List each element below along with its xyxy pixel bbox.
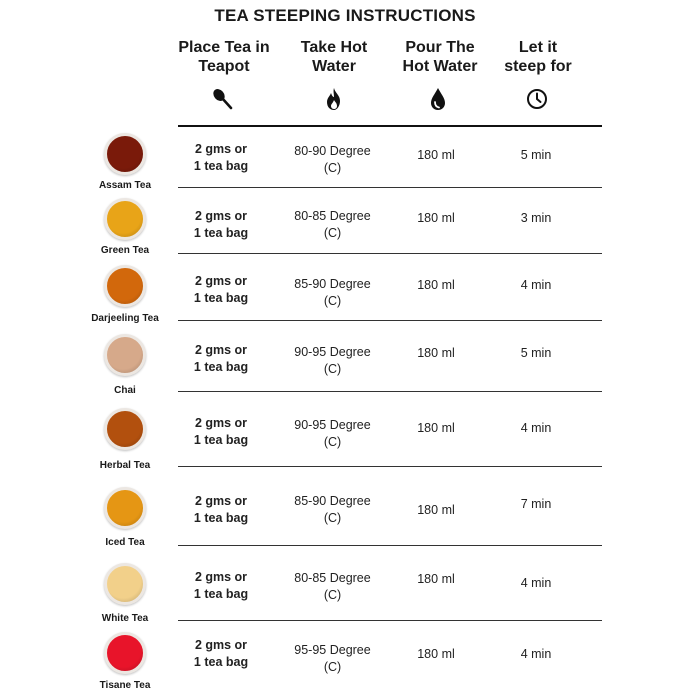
steep-time: 7 min	[520, 497, 552, 511]
tea-cup-icon	[104, 563, 146, 605]
water-temperature: 80-85 Degree (C)	[294, 209, 371, 240]
water-temperature: 95-95 Degree (C)	[294, 643, 371, 674]
page-title: TEA STEEPING INSTRUCTIONS	[214, 6, 476, 25]
tea-amount: 2 gms or 1 tea bag	[193, 274, 249, 305]
steep-time: 4 min	[520, 647, 552, 661]
tea-amount: 2 gms or 1 tea bag	[193, 416, 249, 447]
tea-name: Darjeeling Tea	[91, 313, 159, 324]
water-temperature: 85-90 Degree (C)	[294, 494, 371, 525]
tea-cup-icon	[104, 198, 146, 240]
clock-icon	[524, 86, 550, 112]
tea-cup-icon	[104, 408, 146, 450]
water-volume: 180 ml	[417, 148, 455, 162]
tea-cup-icon	[104, 632, 146, 674]
tea-name: Assam Tea	[98, 180, 152, 191]
water-temperature: 80-85 Degree (C)	[294, 571, 371, 602]
header-line: Hot Water	[402, 58, 478, 75]
header-line: Teapot	[198, 58, 250, 75]
tea-amount: 2 gms or 1 tea bag	[193, 343, 249, 374]
tea-amount: 2 gms or 1 tea bag	[193, 142, 249, 173]
header-line: Take Hot	[300, 39, 368, 56]
steep-time: 5 min	[520, 148, 552, 162]
header-line: Place Tea in	[178, 39, 270, 56]
row-divider	[178, 545, 602, 546]
water-volume: 180 ml	[417, 421, 455, 435]
steep-time: 5 min	[520, 346, 552, 360]
fire-icon	[321, 86, 347, 112]
tea-name: Green Tea	[100, 245, 150, 256]
steep-time: 3 min	[520, 211, 552, 225]
water-temperature: 85-90 Degree (C)	[294, 277, 371, 308]
tea-cup-icon	[104, 334, 146, 376]
water-volume: 180 ml	[417, 572, 455, 586]
tea-amount: 2 gms or 1 tea bag	[193, 209, 249, 240]
steep-time: 4 min	[520, 278, 552, 292]
water-volume: 180 ml	[417, 211, 455, 225]
table-header-rule	[178, 125, 602, 127]
steep-time: 4 min	[520, 421, 552, 435]
water-volume: 180 ml	[417, 503, 455, 517]
water-volume: 180 ml	[417, 346, 455, 360]
water-drop-icon	[425, 86, 451, 112]
row-divider	[178, 187, 602, 188]
tea-name: Chai	[114, 385, 136, 396]
steep-time: 4 min	[520, 576, 552, 590]
row-divider	[178, 466, 602, 467]
tea-amount: 2 gms or 1 tea bag	[193, 570, 249, 601]
header-line: steep for	[504, 58, 572, 75]
spoon-icon	[210, 86, 236, 112]
tea-cup-icon	[104, 265, 146, 307]
row-divider	[178, 391, 602, 392]
tea-cup-icon	[104, 487, 146, 529]
water-temperature: 80-90 Degree (C)	[294, 144, 371, 175]
water-temperature: 90-95 Degree (C)	[294, 418, 371, 449]
water-temperature: 90-95 Degree (C)	[294, 345, 371, 376]
tea-name: Tisane Tea	[99, 680, 151, 691]
header-line: Pour The	[405, 39, 475, 56]
header-line: Water	[312, 58, 356, 75]
tea-cup-icon	[104, 133, 146, 175]
row-divider	[178, 620, 602, 621]
column-header-place-tea	[164, 38, 284, 76]
tea-name: White Tea	[101, 613, 149, 624]
water-volume: 180 ml	[417, 278, 455, 292]
row-divider	[178, 253, 602, 254]
tea-amount: 2 gms or 1 tea bag	[193, 638, 249, 669]
row-divider	[178, 320, 602, 321]
tea-name: Herbal Tea	[99, 460, 151, 471]
water-volume: 180 ml	[417, 647, 455, 661]
header-line: Let it	[518, 39, 558, 56]
column-header-steep-time	[478, 38, 598, 76]
tea-name: Iced Tea	[105, 537, 145, 548]
column-header-hot-water	[274, 38, 394, 76]
tea-amount: 2 gms or 1 tea bag	[193, 494, 249, 525]
